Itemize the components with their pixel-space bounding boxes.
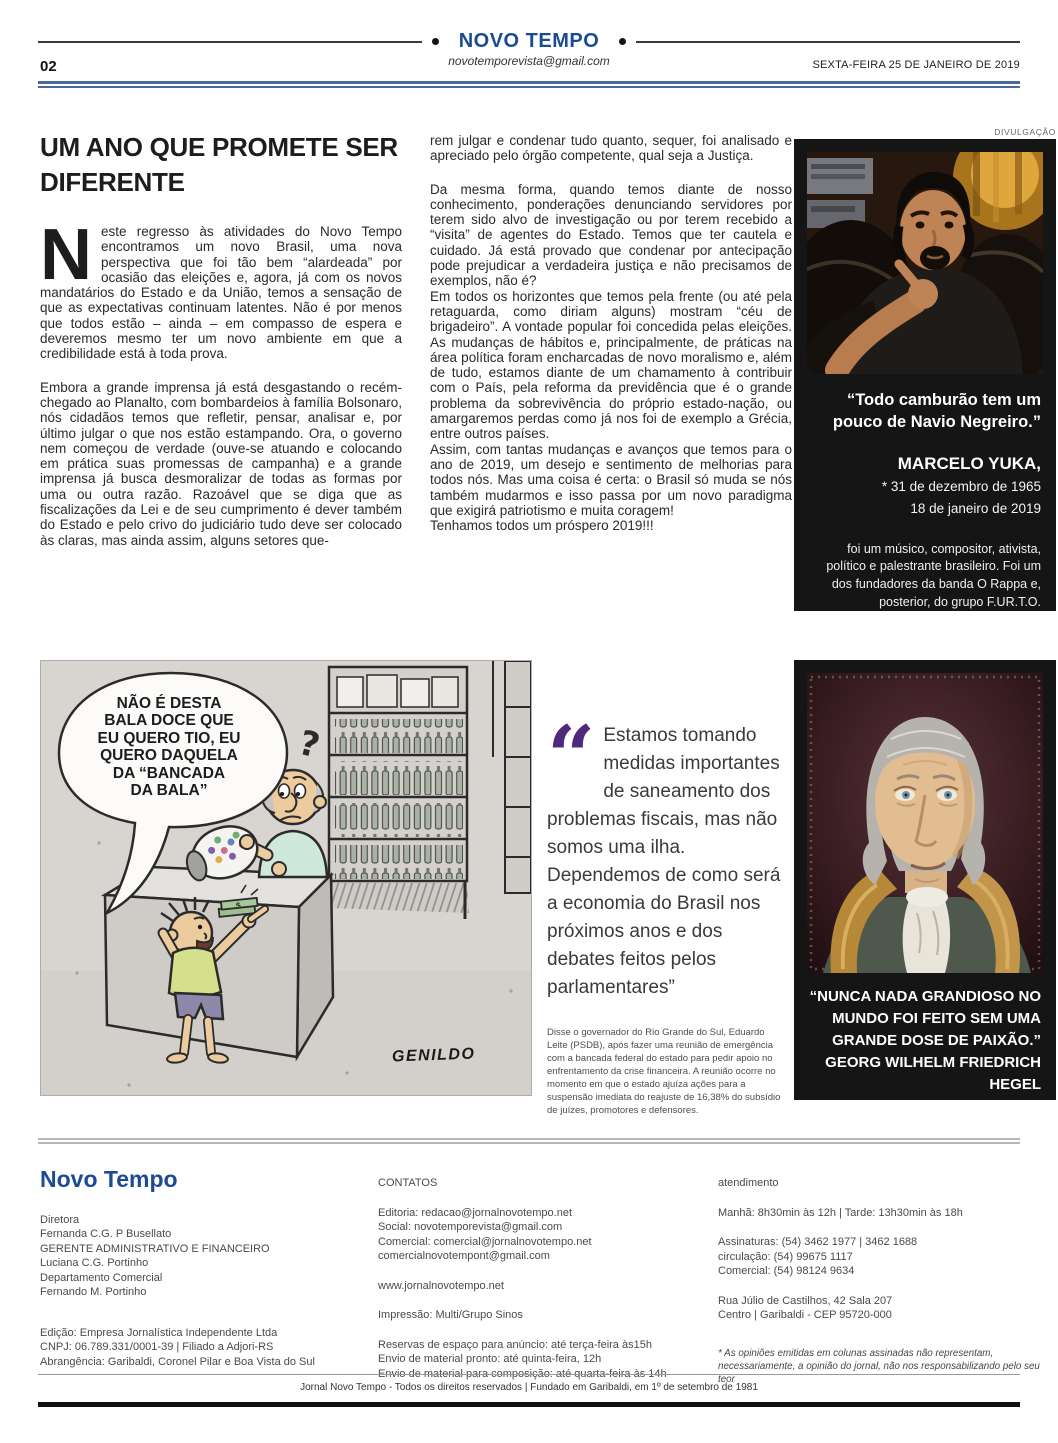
yuka-birth-date: * 31 de dezembro de 1965 — [881, 478, 1041, 494]
pull-quote-text: Estamos tomando medidas importantes de saneamento dos problemas fiscais, mas não somos uma ilha. Dependemos de como será a economia do Brasil nos próximos anos e dos debates feitos pelos parlamentares” — [547, 725, 781, 998]
edition-date: SEXTA-FEIRA 25 DE JANEIRO DE 2019 — [812, 59, 1020, 71]
marcelo-yuka-photo — [807, 152, 1043, 374]
contact-line: Editoria: redacao@jornalnovotempo.net — [378, 1206, 573, 1219]
masthead-dot-left — [432, 38, 439, 45]
page-bottom — [38, 1374, 1020, 1407]
contact-line: Social: novotemporevista@gmail.com — [378, 1221, 563, 1233]
article-paragraph: Da mesma forma, quando temos diante de nosso conhecimento, ponderações denunciando servidores por terem sido alvo de investigação ou por terem recebido a “visita” de agentes do Estado. Temos que ter cautela e cuidado. Já está provado que condenar por antecipação pode prejudicar a verdadeira justiça e não precisamos de exemplos, não é? — [430, 181, 792, 289]
yuka-name: MARCELO YUKA, — [897, 453, 1041, 473]
article-paragraph: Assim, com tantas mudanças e avanços que temos para o ano de 2019, um desejo e sentimento de melhorias para todos nós. Mas uma coisa é certa: o Brasil só muda se nós também mudarmos e isso passa por um novo paradigma que exigirá patriotismo e muita coragem! — [430, 441, 792, 518]
deadline-line: Envio de material pronto: até quinta-feira, 12h — [378, 1353, 602, 1365]
masthead-rule-right — [636, 41, 1020, 43]
yuka-death-date: 18 de janeiro de 2019 — [910, 501, 1041, 517]
masthead-email: novotemporevista@gmail.com — [448, 54, 610, 68]
bottom-line: Jornal Novo Tempo - Todos os direitos reservados | Fundado em Garibaldi, em 1º de setembro de 1981 — [38, 1374, 1020, 1402]
masthead-dot-right — [619, 38, 626, 45]
cartoonist-signature: GENILDO — [391, 1045, 476, 1066]
article-paragraph: Em todos os horizontes que temos pela frente (ou até pela retaguarda, como diriam alguns) mostram “céu de brigadeiro”. A vontade popular foi concedida pelas eleições. As mudanças de hábitos e, principalmente, de práticas na área política foram encharcadas de novo moralismo e, além de tudo, estamos diante de um chamamento à contribuir com o País, pela reforma da previdência que é o grande problema da sobrevivência do próprio estado-nação, ou amargaremos perdas como já nos foi de exemplo a Grécia, entre outros países. — [430, 288, 792, 442]
article-paragraph: Embora a grande imprensa já está desgastando o recém-chegado ao Planalto, com bombardeios à família Bolsonaro, nós cidadãos temos que refletir, pensar, analisar e, por último julgar o que nos estão estampando. Ora, o governo nem começou de verdade (ouve-se atuando e colocando em prática suas promessas de campanha) e a grande imprensa já busca desmoralizar de todas as formas por uma ou outra razão. Razoável que se diga que as fiscalizações da Lei e de seu cumprimento é dever também do Estado e pelo crivo do judiciário tudo deve ser colocado às claras, mas ainda assim, alguns setores que- — [40, 379, 402, 548]
masthead-divider — [38, 81, 1020, 88]
yuka-bio: foi um músico, compositor, ativista, político e palestrante brasileiro. Foi um dos fundadores da banda O Rappa e, posterior, do grupo F.UR.T.O. — [826, 541, 1041, 609]
service-title: atendimento — [718, 1177, 779, 1189]
quote-mark-icon: “ — [547, 707, 596, 806]
deadline-line: Envio de material para composição: até quarta-feira às 14h — [378, 1367, 667, 1380]
website: www.jornalnovotempo.net — [378, 1279, 504, 1292]
disclaimer: * As opiniões emitidas em colunas assinadas não representam, necessariamente, a opinião do jornal, não nos responsabilizando pelo seu teor — [718, 1347, 1040, 1385]
footer-divider — [38, 1138, 1020, 1144]
printing-line: Impressão: Multi/Grupo Sinos — [378, 1309, 523, 1321]
dropcap: N — [40, 215, 92, 295]
bubble-line: BALA DOCE QUE — [104, 712, 234, 729]
bottom-rule — [38, 1402, 1020, 1407]
staff-line: Diretora — [40, 1213, 80, 1226]
phone-line: circulação: (54) 99675 1117 — [718, 1250, 853, 1263]
contact-line: Comercial: comercial@jornalnovotempo.net — [378, 1235, 592, 1248]
staff-line: Departamento Comercial — [40, 1271, 163, 1284]
address-line: Centro | Garibaldi - CEP 95720-000 — [718, 1309, 892, 1321]
article-paragraph: Neste regresso às atividades do Novo Tempo encontramos um novo Brasil, uma nova perspectiva que foi tão bem “alardeada” por ocasião das eleições e, agora, já com os novos mandatários do Estado e da União, temos a sensação de que as expectativas continuam latentes. Não é por menos que todos estão – ainda – em compasso de espera e deveremos mesmo ter um novo ambiente em que a credibilidade está à toda prova. — [40, 215, 402, 362]
phone-line: Assinaturas: (54) 3462 1977 | 3462 1688 — [718, 1236, 918, 1248]
hegel-panel — [794, 660, 1056, 1100]
hegel-author: GEORG WILHELM FRIEDRICH HEGEL — [825, 1054, 1041, 1093]
deadline-line: Reservas de espaço para anúncio: até terça-feira às15h — [378, 1338, 652, 1351]
staff-line: GERENTE ADMINISTRATIVO E FINANCEIRO — [40, 1242, 270, 1255]
service-hours: Manhã: 8h30min às 12h | Tarde: 13h30min às 18h — [718, 1206, 963, 1219]
editorial-cartoon — [40, 660, 532, 1096]
masthead — [38, 30, 1020, 88]
page-number: 02 — [40, 58, 57, 75]
contact-line: comercialnovotempont@gmail.com — [378, 1250, 550, 1262]
newspaper-title: NOVO TEMPO — [458, 30, 600, 52]
phone-line: Comercial: (54) 98124 9634 — [718, 1265, 855, 1277]
staff-line: Luciana C.G. Portinho — [40, 1257, 149, 1269]
svg-text:?: ? — [294, 722, 324, 767]
svg-text:$: $ — [234, 900, 242, 911]
yuka-quote: “Todo camburão tem um pouco de Navio Negreiro.” — [832, 391, 1041, 431]
pull-quote-note: Disse o governador do Rio Grande do Sul, Eduardo Leite (PSDB), após fazer uma reunião de emergência com a bancada federal do estado para pedir apoio no enfrentamento da crise financeira. A reunião ocorre no momento em que o estado ajuíza ações para a suspensão imediata do reajuste de 16,38% do subsídio de juízes, promotores e defensores. — [547, 1027, 781, 1116]
yuka-panel — [794, 139, 1056, 611]
photo-credit-label: DIVULGAÇÃO — [994, 127, 1056, 137]
edition-line: Edição: Empresa Jornalística Independente Ltda — [40, 1326, 278, 1339]
bubble-line: DA “BANCADA — [112, 764, 226, 782]
contacts-title: CONTATOS — [378, 1177, 438, 1189]
bubble-line: DA BALA” — [130, 782, 208, 799]
hegel-portrait — [807, 673, 1043, 973]
bubble-line: EU QUERO TIO, EU — [97, 729, 241, 747]
article-paragraph: rem julgar e condenar tudo quanto, sequer, foi analisado e apreciado pelo órgão competente, qual seja a Justiça. — [430, 133, 792, 164]
masthead-rule-left — [38, 41, 422, 43]
edition-line: CNPJ: 06.789.331/0001-39 | Filiado a Adjori-RS — [40, 1341, 274, 1353]
article-title: UM ANO QUE PROMETE SER DIFERENTE — [40, 132, 398, 197]
pull-quote — [547, 707, 793, 1117]
article-paragraph: Tenhamos todos um próspero 2019!!! — [430, 518, 654, 534]
bubble-line: NÃO É DESTA — [116, 694, 222, 712]
bubble-line: QUERO DAQUELA — [100, 747, 238, 764]
footer-brand: Novo Tempo — [40, 1166, 178, 1192]
staff-line: Fernanda C.G. P Busellato — [40, 1228, 172, 1240]
staff-line: Fernando M. Portinho — [40, 1286, 147, 1298]
edition-line: Abrangência: Garibaldi, Coronel Pilar e Boa Vista do Sul — [40, 1355, 315, 1368]
speech-bubble — [69, 683, 269, 811]
hegel-quote: “NUNCA NADA GRANDIOSO NO MUNDO FOI FEITO SEM UMA GRANDE DOSE DE PAIXÃO.” — [809, 988, 1041, 1049]
address-line: Rua Júlio de Castilhos, 42 Sala 207 — [718, 1294, 893, 1307]
